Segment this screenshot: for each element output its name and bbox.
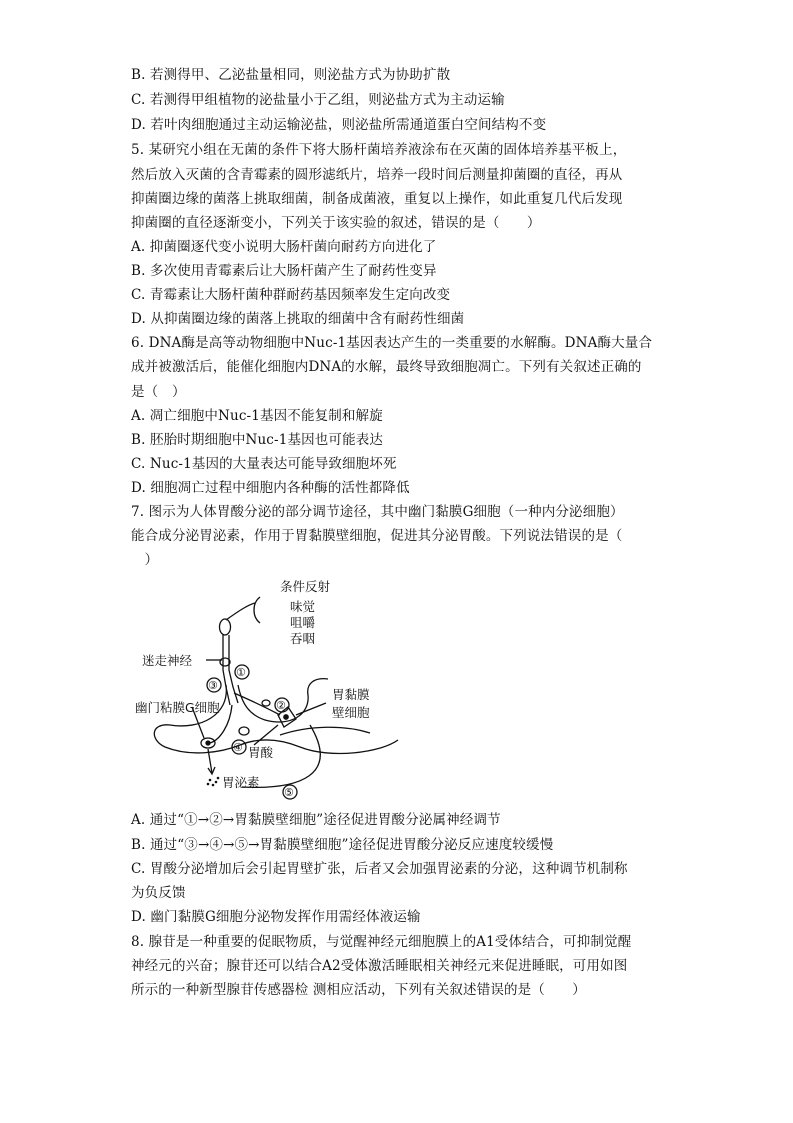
- text-line: B. 多次使用青霉素后让大肠杆菌产生了耐药性变异: [131, 263, 437, 279]
- g-cell-nucleus: [206, 741, 210, 745]
- parietal-label-line2: 壁细胞: [332, 705, 370, 720]
- text-line: 为负反馈: [131, 885, 186, 901]
- text-line: 是（ ）: [131, 384, 186, 400]
- nerve-ending: [262, 700, 270, 706]
- parietal-nucleus: [284, 715, 288, 719]
- reflex-input-fiber: [226, 603, 255, 620]
- text-line: 神经元的兴奋；腺苷还可以结合A2受体激活睡眠相关神经元来促进睡眠，可用如图: [131, 958, 628, 974]
- text-line: ）: [131, 552, 159, 568]
- nerve-ending-4: [239, 727, 249, 735]
- text-line: B. 若测得甲、乙泌盐量相同，则泌盐方式为协助扩散: [131, 67, 451, 83]
- reflex-label: 条件反射: [280, 579, 331, 594]
- text-line: D. 从抑菌圈边缘的菌落上挑取的细菌中含有耐药性细菌: [131, 311, 465, 327]
- neuron-cell-body: [220, 619, 231, 635]
- text-line: B. 通过“③→④→⑤→胃黏膜壁细胞”途径促进胃酸分泌反应速度较缓慢: [131, 837, 554, 853]
- chew-label: 咀嚼: [290, 615, 316, 630]
- label-4: ④: [233, 741, 243, 754]
- gcell-label: 幽门粘膜G细胞: [135, 700, 220, 715]
- text-line: A. 凋亡细胞中Nuc-1基因不能复制和解旋: [131, 408, 383, 424]
- text-line: 抑菌圈的直径逐渐变小，下列关于该实验的叙述，错误的是（ ）: [131, 215, 541, 231]
- text-line: D. 幽门黏膜G细胞分泌物发挥作用需经体液运输: [131, 909, 421, 925]
- text-line: 5. 某研究小组在无菌的条件下将大肠杆菌培养液涂布在灭菌的固体培养基平板上，: [131, 142, 627, 158]
- text-line: 然后放入灭菌的含青霉素的圆形滤纸片，培养一段时间后测量抑菌圈的直径，再从: [131, 167, 623, 183]
- swallow-label: 吞咽: [290, 631, 316, 646]
- text-line: 8. 腺苷是一种重要的促眠物质，与觉醒神经元细胞膜上的A1受体结合，可抑制觉醒: [131, 934, 632, 950]
- text-line: 6. DNA酶是高等动物细胞中Nuc-1基因表达产生的一类重要的水解酶。DNA酶大量合: [131, 335, 653, 351]
- acid-arrow: [254, 725, 278, 745]
- gastrin-label: 胃泌素: [222, 775, 260, 790]
- text-line: 抑菌圈边缘的菌落上挑取细菌，制备成菌液，重复以上操作，如此重复几代后发现: [131, 191, 623, 207]
- text-line: C. 若测得甲组植物的泌盐量小于乙组，则泌盐方式为主动运输: [131, 92, 505, 108]
- text-line: A. 通过“①→②→胃黏膜壁细胞”途径促进胃酸分泌属神经调节: [131, 812, 501, 828]
- label-3: ③: [208, 679, 218, 692]
- acid-label: 胃酸: [248, 745, 274, 760]
- text-line: 所示的一种新型腺苷传感器检 测相应活动，下列有关叙述错误的是（ ）: [131, 982, 586, 998]
- stomach-fold: [280, 727, 370, 735]
- parietal-pointer: [296, 703, 326, 715]
- figure-svg: [130, 575, 410, 805]
- taste-label: 味觉: [290, 599, 316, 614]
- fiber-to-parietal: [234, 693, 280, 715]
- text-line: D. 若叶肉细胞通过主动运输泌盐，则泌盐所需通道蛋白空间结构不变: [131, 117, 547, 133]
- reflex-bracket: [254, 597, 260, 623]
- vagus-label: 迷走神经: [142, 653, 193, 668]
- text-line: B. 胚胎时期细胞中Nuc-1基因也可能表达: [131, 432, 384, 448]
- label-5: ⑤: [284, 786, 294, 799]
- text-line: 7. 图示为人体胃酸分泌的部分调节途径，其中幽门黏膜G细胞（一种内分泌细胞）: [131, 504, 624, 520]
- text-line: 能合成分泌胃泌素，作用于胃黏膜壁细胞，促进其分泌胃酸。下列说法错误的是（: [131, 528, 623, 544]
- text-line: A. 抑菌圈逐代变小说明大肠杆菌向耐药方向进化了: [131, 239, 437, 255]
- parietal-label-line1: 胃黏膜: [332, 687, 370, 702]
- label-1: ①: [236, 666, 246, 679]
- text-line: 成并被激活后，能催化细胞内DNA的水解，最终导致细胞凋亡。下列有关叙述正确的: [131, 359, 642, 375]
- text-line: C. 青霉素让大肠杆菌种群耐药基因频率发生定向改变: [131, 287, 451, 303]
- gastrin-dots: [207, 777, 220, 787]
- text-line: C. Nuc-1基因的大量表达可能导致细胞坏死: [131, 456, 397, 472]
- text-line: D. 细胞凋亡过程中细胞内各种酶的活性都降低: [131, 480, 410, 496]
- label-2: ②: [276, 699, 286, 712]
- text-line: C. 胃酸分泌增加后会引起胃壁扩张，后者又会加强胃泌素的分泌，这种调节机制称: [131, 861, 628, 877]
- gastric-acid-regulation-figure: [130, 575, 410, 805]
